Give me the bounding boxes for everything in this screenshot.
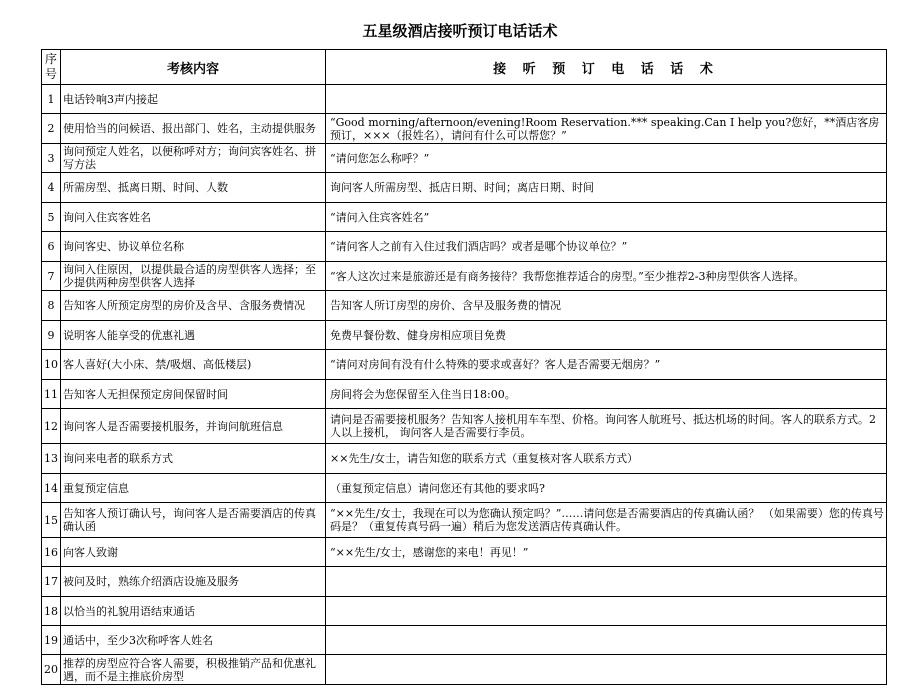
row-num: 2: [42, 114, 61, 144]
row-item: 电话铃响3声内接起: [61, 85, 326, 114]
row-script: [326, 655, 887, 685]
table-row: [42, 380, 887, 409]
header-num: 序号: [42, 50, 61, 85]
row-item: 推荐的房型应符合客人需要，积极推销产品和优惠礼遇，而不是主推底价房型: [61, 655, 326, 685]
row-item: 告知客人预订确认号，询问客人是否需要酒店的传真确认函: [61, 503, 326, 538]
row-item: 以恰当的礼貌用语结束通话: [61, 597, 326, 626]
table-row: [42, 655, 887, 685]
row-script: [326, 85, 887, 114]
row-item: 询问来电者的联系方式: [61, 444, 326, 474]
table-row: [42, 597, 887, 626]
row-item: 说明客人能享受的优惠礼遇: [61, 321, 326, 350]
row-script: 告知客人所订房型的房价、含早及服务费的情况: [326, 291, 887, 321]
row-script: 询问客人所需房型、抵店日期、时间；离店日期、时间: [326, 173, 887, 203]
row-num: 15: [42, 503, 61, 538]
header-script: 接 听 预 订 电 话 话 术: [326, 50, 887, 85]
table-row: [42, 321, 887, 350]
row-num: 3: [42, 144, 61, 173]
header-item: 考核内容: [61, 50, 326, 85]
row-item: 客人喜好(大小床、禁/吸烟、高低楼层): [61, 350, 326, 380]
table-row: [42, 626, 887, 655]
table-row: [42, 232, 887, 262]
row-num: 16: [42, 538, 61, 567]
row-script: “请问对房间有没有什么特殊的要求或喜好？客人是否需要无烟房？”: [326, 350, 887, 380]
table-row: [42, 262, 887, 291]
row-script: “客人这次过来是旅游还是有商务接待？我帮您推荐适合的房型。”至少推荐2-3种房型供客人选择。: [326, 262, 887, 291]
row-script: [326, 597, 887, 626]
row-num: 17: [42, 567, 61, 597]
row-script: （重复预定信息）请问您还有其他的要求吗?: [326, 474, 887, 503]
row-num: 7: [42, 262, 61, 291]
row-item: 询问入住原因，以提供最合适的房型供客人选择；至少提供两种房型供客人选择: [61, 262, 326, 291]
table-row: [42, 203, 887, 232]
row-item: 重复预定信息: [61, 474, 326, 503]
row-script: 房间将会为您保留至入住当日18:00。: [326, 380, 887, 409]
row-script: ××先生/女士，请告知您的联系方式（重复核对客人联系方式）: [326, 444, 887, 474]
row-num: 14: [42, 474, 61, 503]
row-item: 使用恰当的问候语、报出部门、姓名，主动提供服务: [61, 114, 326, 144]
row-num: 11: [42, 380, 61, 409]
row-num: 18: [42, 597, 61, 626]
row-script: “请问入住宾客姓名”: [326, 203, 887, 232]
table-row: [42, 474, 887, 503]
table-row: [42, 114, 887, 144]
row-num: 6: [42, 232, 61, 262]
phone-script-table: [41, 49, 887, 685]
table-header-row: [42, 50, 887, 85]
row-item: 询问入住宾客姓名: [61, 203, 326, 232]
table-row: [42, 291, 887, 321]
row-num: 10: [42, 350, 61, 380]
table-row: [42, 538, 887, 567]
row-item: 所需房型、抵离日期、时间、人数: [61, 173, 326, 203]
row-item: 告知客人无担保预定房间保留时间: [61, 380, 326, 409]
row-num: 9: [42, 321, 61, 350]
row-script: 请问是否需要接机服务？告知客人接机用车车型、价格。询问客人航班号、抵达机场的时间。客人的联系方式。2人以上接机， 询问客人是否需要行李员。: [326, 409, 887, 444]
row-item: 通话中，至少3次称呼客人姓名: [61, 626, 326, 655]
row-num: 1: [42, 85, 61, 114]
row-script: “Good morning/afternoon/evening!Room Reservation.*** speaking.Can I help you?您好，**酒店客房预订，×××（报姓名），请问有什么可以帮您？”: [326, 114, 887, 144]
row-item: 告知客人所预定房型的房价及含早、含服务费情况: [61, 291, 326, 321]
table-row: [42, 444, 887, 474]
row-script: [326, 567, 887, 597]
table-row: [42, 503, 887, 538]
row-item: 询问预定人姓名，以便称呼对方；询问宾客姓名、拼写方法: [61, 144, 326, 173]
row-item: 询问客人是否需要接机服务，并询问航班信息: [61, 409, 326, 444]
row-script: “请问客人之前有入住过我们酒店吗？或者是哪个协议单位？”: [326, 232, 887, 262]
page-title: 五星级酒店接听预订电话话术: [362, 22, 558, 40]
row-script: [326, 626, 887, 655]
row-num: 20: [42, 655, 61, 685]
row-num: 13: [42, 444, 61, 474]
row-num: 19: [42, 626, 61, 655]
row-item: 向客人致谢: [61, 538, 326, 567]
row-num: 8: [42, 291, 61, 321]
row-num: 5: [42, 203, 61, 232]
row-script: “××先生/女士，感谢您的来电！再见！”: [326, 538, 887, 567]
row-num: 4: [42, 173, 61, 203]
row-item: 询问客史、协议单位名称: [61, 232, 326, 262]
row-script: 免费早餐份数、健身房相应项目免费: [326, 321, 887, 350]
row-script: “请问您怎么称呼？”: [326, 144, 887, 173]
table-row: [42, 173, 887, 203]
table-row: [42, 409, 887, 444]
row-item: 被问及时，熟练介绍酒店设施及服务: [61, 567, 326, 597]
row-script: “××先生/女士，我现在可以为您确认预定吗？”……请问您是否需要酒店的传真确认函？ （如果需要）您的传真号码是？（重复传真号码一遍）稍后为您发送酒店传真确认件。: [326, 503, 887, 538]
row-num: 12: [42, 409, 61, 444]
table-row: [42, 85, 887, 114]
table-row: [42, 567, 887, 597]
table-row: [42, 144, 887, 173]
table-row: [42, 350, 887, 380]
